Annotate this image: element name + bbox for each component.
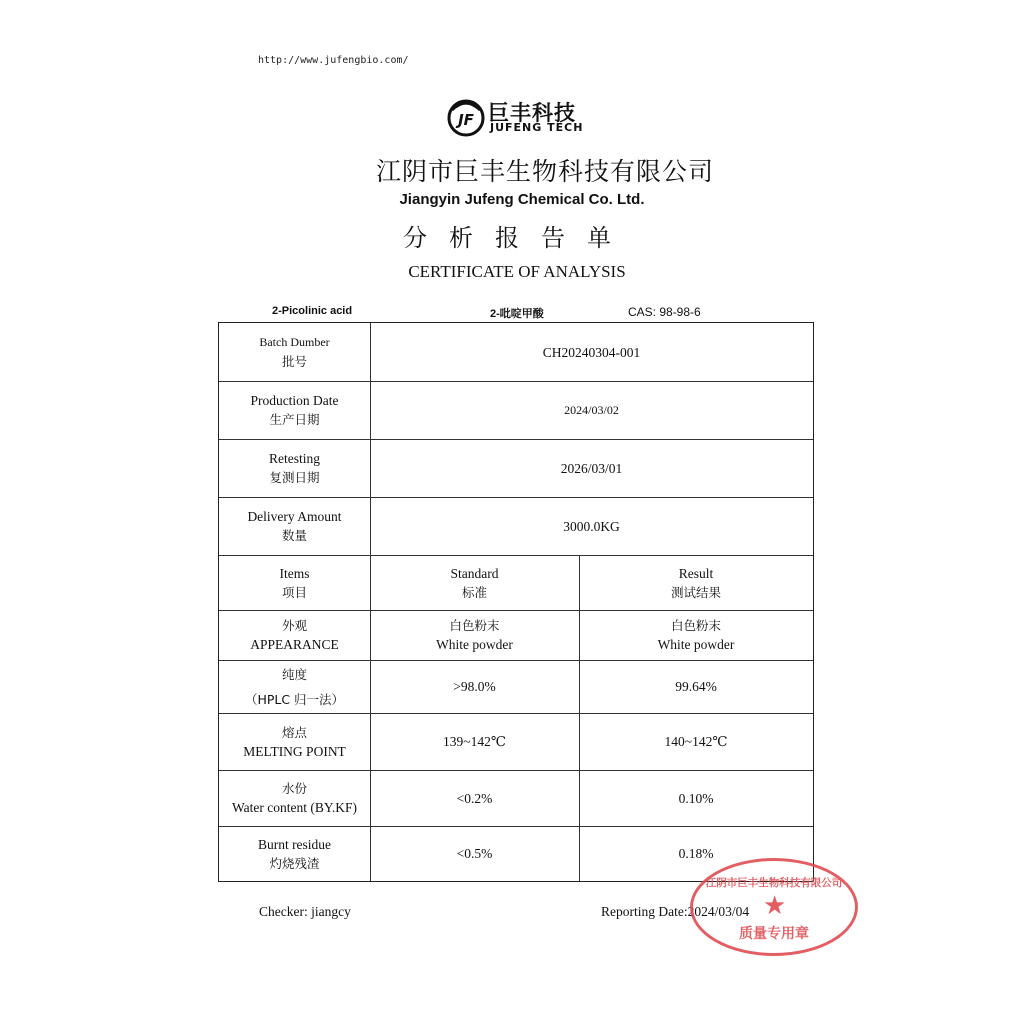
standard-burnt-residue: <0.5%	[456, 846, 493, 861]
test-name-b: MELTING POINT	[243, 743, 346, 759]
result-water-content: 0.10%	[678, 790, 714, 806]
result-header-cn: 测试结果	[670, 584, 721, 600]
quality-stamp	[690, 858, 858, 956]
table-row	[219, 323, 370, 381]
result-appearance	[579, 610, 813, 660]
column-header-items	[219, 555, 370, 610]
product-name-en: 2-Picolinic acid	[272, 305, 353, 317]
table-row	[219, 497, 370, 555]
production-date-value: 2024/03/02	[564, 402, 619, 417]
logo-name-cn: 巨丰科技	[488, 101, 576, 125]
test-name-a: 水份	[281, 781, 307, 796]
test-name-a: 外观	[281, 618, 307, 633]
test-name-a: 纯度	[281, 666, 307, 682]
standard-a: 白色粉末	[449, 618, 500, 633]
delivery-amount-label-cn: 数量	[281, 528, 307, 543]
items-header-cn: 项目	[281, 584, 307, 600]
test-name-water-content	[219, 770, 370, 826]
batch-label-cn: 批号	[281, 354, 307, 369]
product-cas: CAS: 98-98-6	[628, 305, 701, 319]
standard-appearance	[370, 610, 579, 660]
test-name-b: （HPLC 归一法）	[244, 691, 345, 707]
stamp-subtitle: 质量专用章	[739, 926, 809, 942]
standard-melting-point: 139~142℃	[443, 734, 506, 749]
test-name-appearance	[219, 610, 370, 660]
batch-value: CH20240304-001	[542, 344, 641, 360]
test-name-a: Burnt residue	[257, 836, 332, 852]
report-title-en: CERTIFICATE OF ANALYSIS	[408, 262, 626, 281]
company-logo	[446, 96, 596, 140]
result-burnt-residue: 0.18%	[678, 846, 714, 861]
production-date-label-cn: 生产日期	[269, 412, 320, 427]
test-name-b: Water content (BY.KF)	[231, 800, 357, 815]
checker: Checker: jiangcy	[259, 904, 351, 919]
retesting-label-en: Retesting	[269, 451, 320, 466]
standard-b: White powder	[436, 637, 513, 652]
test-name-burnt-residue	[219, 826, 370, 881]
standard-header-en: Standard	[450, 565, 499, 581]
result-b: White powder	[657, 637, 735, 652]
table-row	[219, 439, 370, 497]
retesting-label-cn: 复测日期	[269, 470, 320, 485]
analysis-table	[218, 322, 814, 882]
items-header-en: Items	[279, 565, 310, 581]
website-url: http://www.jufengbio.com/	[258, 55, 409, 66]
retesting-value: 2026/03/01	[560, 460, 623, 476]
logo-name-en: JUFENG TECH	[490, 121, 584, 134]
delivery-amount-label-en: Delivery Amount	[247, 509, 342, 524]
column-header-standard	[370, 555, 579, 610]
result-header-en: Result	[678, 565, 714, 581]
company-name-cn: 江阴市巨丰生物科技有限公司	[375, 157, 714, 186]
standard-purity: >98.0%	[453, 679, 496, 694]
product-name-cn: 2-吡啶甲酸	[490, 308, 544, 320]
standard-header-cn: 标准	[461, 584, 487, 600]
test-name-a: 熔点	[281, 724, 307, 740]
batch-label-en: Batch Dumber	[259, 335, 330, 349]
reporting-date: Reporting Date:2024/03/04	[601, 904, 750, 919]
result-purity: 99.64%	[675, 679, 717, 694]
test-name-b: APPEARANCE	[250, 637, 339, 652]
result-melting-point: 140~142℃	[664, 734, 728, 749]
company-name-en: Jiangyin Jufeng Chemical Co. Ltd.	[399, 191, 645, 208]
column-header-result	[579, 555, 813, 610]
test-name-purity	[219, 660, 370, 713]
test-name-b: 灼烧残渣	[269, 855, 320, 871]
logo-mark: JF	[458, 111, 474, 129]
result-a: 白色粉末	[670, 618, 721, 633]
stamp-company-text: 江阴市巨丰生物科技有限公司	[705, 877, 843, 889]
production-date-label-en: Production Date	[250, 393, 339, 408]
delivery-amount-value: 3000.0KG	[563, 518, 620, 534]
report-title-cn: 分析报告单	[403, 224, 633, 252]
test-name-melting-point	[219, 713, 370, 770]
star-icon: ★	[763, 891, 787, 920]
standard-water-content: <0.2%	[456, 790, 493, 806]
table-row	[219, 381, 370, 439]
jf-logo-icon	[446, 98, 486, 138]
